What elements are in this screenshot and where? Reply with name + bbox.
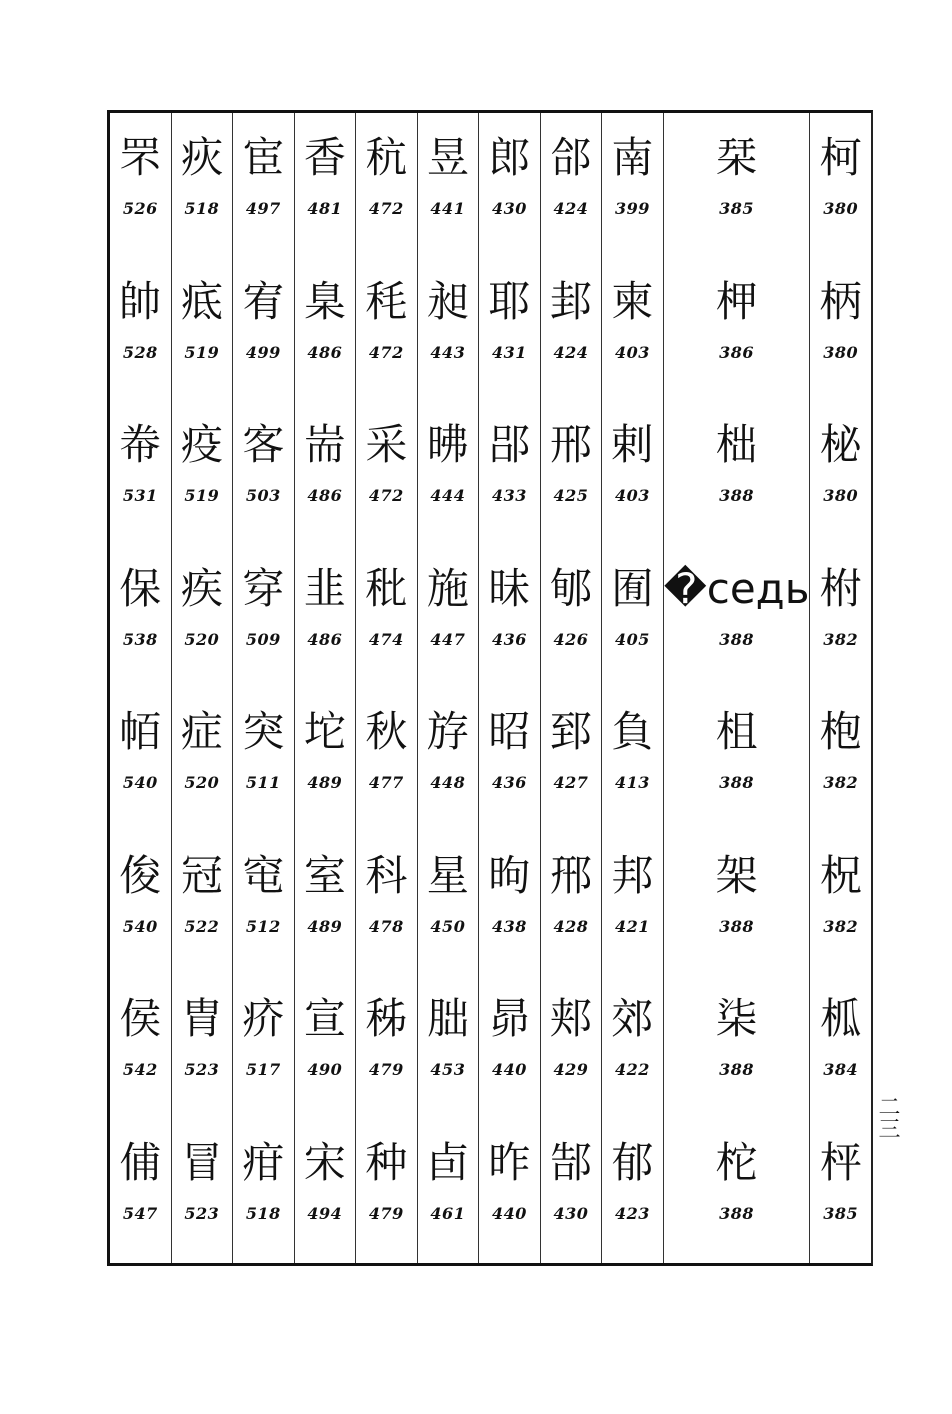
entry-character: 香	[303, 133, 346, 182]
index-entry	[664, 831, 810, 975]
index-entry	[810, 544, 871, 688]
entry-character: 罘	[119, 133, 162, 182]
entry-page-number: 380	[823, 199, 859, 218]
index-entry	[356, 544, 417, 688]
entry-page-number: 429	[553, 1060, 589, 1079]
index-entry	[295, 1118, 356, 1262]
entry-character: 症	[180, 707, 223, 756]
entry-page-number: 388	[719, 916, 755, 936]
entry-page-number: 382	[823, 629, 859, 649]
entry-page-number: 538	[122, 629, 158, 649]
entry-character: 突	[242, 707, 285, 756]
entry-page-number: 540	[122, 773, 158, 792]
index-entry	[541, 400, 602, 544]
entry-page-number: 438	[491, 916, 527, 936]
index-entry	[110, 831, 171, 975]
index-entry	[110, 544, 171, 688]
entry-page-number: 528	[122, 342, 158, 362]
index-entry	[233, 1118, 294, 1262]
entry-page-number: 499	[245, 342, 281, 362]
index-entry	[418, 257, 479, 401]
index-entry	[664, 257, 810, 401]
entry-character: 枰	[819, 1137, 862, 1187]
entry-page-number: 388	[719, 486, 755, 505]
index-column	[232, 113, 294, 1263]
entry-page-number: 388	[719, 629, 755, 649]
entry-character: 疫	[180, 420, 223, 469]
entry-page-number: 490	[307, 1060, 343, 1079]
index-entry	[295, 544, 356, 688]
index-entry	[479, 974, 540, 1118]
index-entry	[295, 257, 356, 401]
entry-character: 采	[365, 420, 408, 469]
index-entry	[172, 544, 233, 688]
index-entry	[602, 113, 663, 257]
index-entry	[233, 113, 294, 257]
entry-character: 昲	[426, 420, 469, 469]
entry-character: 昴	[488, 994, 531, 1043]
entry-page-number: 486	[307, 629, 343, 649]
entry-character: 郉	[549, 850, 592, 900]
index-entry	[172, 974, 233, 1118]
index-entry	[418, 687, 479, 831]
index-entry	[541, 544, 602, 688]
entry-page-number: 540	[122, 916, 158, 936]
index-entry	[664, 974, 810, 1118]
index-entry	[810, 257, 871, 401]
entry-page-number: 547	[122, 1203, 158, 1223]
page-number: 二三	[875, 1095, 900, 1139]
index-entry	[110, 974, 171, 1118]
entry-page-number: 511	[245, 773, 281, 792]
entry-page-number: 425	[553, 486, 589, 505]
entry-page-number: 486	[307, 342, 343, 362]
entry-page-number: 385	[719, 199, 755, 218]
entry-character: 柷	[819, 850, 862, 900]
index-column	[540, 113, 602, 1263]
entry-character: 俌	[119, 1137, 162, 1187]
index-column	[171, 113, 233, 1263]
entry-character: 柬	[611, 276, 654, 326]
index-entry	[479, 687, 540, 831]
entry-page-number: 403	[614, 342, 650, 362]
entry-character: 疳	[242, 1137, 285, 1187]
entry-character: 施	[426, 563, 469, 613]
entry-character: 昧	[488, 563, 531, 613]
index-entry	[172, 257, 233, 401]
entry-page-number: 384	[823, 1060, 859, 1079]
index-entry	[602, 687, 663, 831]
entry-page-number: 512	[245, 916, 281, 936]
entry-page-number: 520	[184, 773, 220, 792]
entry-page-number: 440	[491, 1203, 527, 1223]
entry-page-number: 386	[719, 342, 755, 362]
entry-page-number: 477	[368, 773, 404, 792]
entry-character: 疥	[242, 994, 285, 1043]
entry-page-number: 486	[307, 486, 343, 505]
index-entry	[356, 974, 417, 1118]
index-entry	[233, 687, 294, 831]
entry-character: 冒	[180, 1137, 223, 1187]
entry-page-number: 380	[823, 342, 859, 362]
index-column	[601, 113, 663, 1263]
entry-page-number: 479	[368, 1203, 404, 1223]
entry-page-number: 421	[614, 916, 650, 936]
index-entry	[541, 974, 602, 1118]
index-entry	[233, 400, 294, 544]
index-entry	[602, 257, 663, 401]
entry-character: 斿	[426, 707, 469, 756]
entry-character: 柒	[715, 994, 758, 1043]
entry-character: 昨	[488, 1137, 531, 1187]
entry-page-number: 388	[719, 1203, 755, 1223]
index-column	[355, 113, 417, 1263]
entry-page-number: 428	[553, 916, 589, 936]
index-entry	[233, 974, 294, 1118]
index-entry	[172, 1118, 233, 1262]
entry-character: 侯	[119, 994, 162, 1043]
index-column	[478, 113, 540, 1263]
entry-page-number: 388	[719, 1060, 755, 1079]
entry-character: 秏	[365, 276, 408, 326]
entry-page-number: 518	[184, 199, 220, 218]
entry-page-number: 426	[553, 629, 589, 649]
index-entry	[664, 400, 810, 544]
entry-page-number: 436	[491, 773, 527, 792]
entry-page-number: 497	[245, 199, 281, 218]
entry-character: 坨	[303, 707, 346, 756]
entry-page-number: 520	[184, 629, 220, 649]
entry-character: 室	[303, 850, 346, 900]
entry-page-number: 542	[122, 1060, 158, 1079]
entry-page-number: 479	[368, 1060, 404, 1079]
index-entry	[541, 687, 602, 831]
index-entry	[356, 687, 417, 831]
entry-page-number: 472	[368, 486, 404, 505]
entry-character: 种	[365, 1137, 408, 1187]
entry-character: 剌	[611, 420, 654, 469]
entry-character: 秕	[365, 563, 408, 613]
entry-character: 邢	[549, 420, 592, 469]
entry-page-number: 481	[307, 199, 343, 218]
entry-character: 胄	[180, 994, 223, 1043]
index-entry	[418, 1118, 479, 1262]
entry-character: 宥	[242, 276, 285, 326]
entry-character: 邦	[611, 850, 654, 900]
entry-page-number: 489	[307, 916, 343, 936]
entry-page-number: 523	[184, 1203, 220, 1223]
index-entry	[356, 257, 417, 401]
entry-page-number: 489	[307, 773, 343, 792]
index-column	[294, 113, 356, 1263]
entry-page-number: 382	[823, 916, 859, 936]
index-entry	[295, 974, 356, 1118]
entry-character: 南	[611, 133, 654, 182]
index-column	[663, 113, 810, 1263]
entry-page-number: 450	[430, 916, 466, 936]
entry-page-number: 436	[491, 629, 527, 649]
entry-character: 柲	[819, 420, 862, 469]
entry-page-number: 424	[553, 199, 589, 218]
entry-character: 郇	[549, 563, 592, 613]
index-entry	[172, 113, 233, 257]
entry-page-number: 523	[184, 1060, 220, 1079]
entry-character: 柤	[715, 707, 758, 756]
entry-page-number: 413	[614, 773, 650, 792]
entry-character: 宦	[242, 133, 285, 182]
entry-character: 郜	[549, 1137, 592, 1187]
entry-page-number: 509	[245, 629, 281, 649]
index-entry	[479, 400, 540, 544]
entry-character: 臬	[303, 276, 346, 326]
index-entry	[810, 687, 871, 831]
entry-character: 耑	[303, 420, 346, 469]
index-entry	[479, 544, 540, 688]
entry-character: 疢	[180, 133, 223, 182]
entry-page-number: 430	[553, 1203, 589, 1223]
entry-character: 帣	[119, 420, 162, 469]
entry-character: 保	[119, 563, 162, 613]
entry-character: 邽	[549, 276, 592, 326]
entry-character: 郘	[488, 420, 531, 469]
index-entry	[110, 113, 171, 257]
index-entry	[479, 831, 540, 975]
character-index-table	[107, 110, 873, 1266]
index-entry	[233, 544, 294, 688]
index-entry	[541, 257, 602, 401]
index-entry	[172, 400, 233, 544]
entry-character: 柮	[715, 420, 758, 469]
index-entry	[110, 1118, 171, 1262]
entry-page-number: 472	[368, 199, 404, 218]
entry-character: 窀	[242, 850, 285, 900]
entry-character: 昭	[488, 707, 531, 756]
index-entry	[418, 831, 479, 975]
index-entry	[233, 257, 294, 401]
entry-page-number: 382	[823, 773, 859, 792]
index-entry	[479, 1118, 540, 1262]
entry-character: 朏	[426, 994, 469, 1043]
entry-page-number: 519	[184, 486, 220, 505]
index-entry	[418, 113, 479, 257]
entry-character: 穿	[242, 563, 285, 613]
index-entry	[295, 400, 356, 544]
index-entry	[664, 113, 810, 257]
entry-character: 宋	[303, 1137, 346, 1187]
index-column	[110, 113, 171, 1263]
entry-character: 星	[426, 850, 469, 900]
entry-character: 科	[365, 850, 408, 900]
index-entry	[602, 1118, 663, 1262]
index-column	[417, 113, 479, 1263]
entry-character: 栞	[715, 133, 758, 182]
entry-character: 柧	[819, 994, 862, 1043]
entry-page-number: 440	[491, 1060, 527, 1079]
index-entry	[602, 544, 663, 688]
entry-page-number: 380	[823, 486, 859, 505]
entry-character: 郏	[549, 994, 592, 1043]
index-entry	[356, 1118, 417, 1262]
entry-character: 郎	[488, 133, 531, 182]
entry-page-number: 385	[823, 1203, 859, 1223]
index-entry	[172, 831, 233, 975]
entry-character: 枹	[819, 707, 862, 756]
entry-character: 宣	[303, 994, 346, 1043]
index-entry	[233, 831, 294, 975]
index-entry	[110, 687, 171, 831]
index-entry	[356, 400, 417, 544]
index-entry	[295, 687, 356, 831]
entry-character: �седь	[663, 563, 810, 613]
entry-character: 秋	[365, 707, 408, 756]
entry-character: 柎	[819, 563, 862, 613]
entry-character: 郊	[611, 994, 654, 1043]
entry-character: 柁	[715, 1137, 758, 1187]
entry-character: 秔	[365, 133, 408, 182]
entry-page-number: 424	[553, 342, 589, 362]
entry-page-number: 403	[614, 486, 650, 505]
entry-page-number: 453	[430, 1060, 466, 1079]
entry-page-number: 423	[614, 1203, 650, 1223]
index-entry	[602, 831, 663, 975]
entry-page-number: 517	[245, 1060, 281, 1079]
index-entry	[602, 400, 663, 544]
entry-page-number: 503	[245, 486, 281, 505]
entry-page-number: 448	[430, 773, 466, 792]
entry-character: 疾	[180, 563, 223, 613]
entry-character: 帞	[119, 707, 162, 756]
entry-character: 客	[242, 420, 285, 469]
entry-character: 郁	[611, 1137, 654, 1187]
index-entry	[295, 113, 356, 257]
entry-character: 架	[715, 850, 758, 900]
entry-page-number: 461	[430, 1203, 466, 1223]
index-entry	[172, 687, 233, 831]
entry-page-number: 427	[553, 773, 589, 792]
index-entry	[664, 544, 810, 688]
index-entry	[541, 113, 602, 257]
entry-page-number: 433	[491, 486, 527, 505]
entry-page-number: 441	[430, 199, 466, 218]
entry-page-number: 474	[368, 629, 404, 649]
entry-character: 俊	[119, 850, 162, 900]
index-entry	[541, 1118, 602, 1262]
index-entry	[356, 831, 417, 975]
index-column	[809, 113, 871, 1263]
entry-page-number: 443	[430, 342, 466, 362]
entry-page-number: 399	[614, 199, 650, 218]
entry-character: 囿	[611, 563, 654, 613]
index-entry	[810, 831, 871, 975]
entry-character: 郅	[549, 707, 592, 756]
entry-character: 昱	[426, 133, 469, 182]
entry-page-number: 430	[491, 199, 527, 218]
index-entry	[418, 400, 479, 544]
entry-page-number: 478	[368, 916, 404, 936]
entry-page-number: 518	[245, 1203, 281, 1223]
entry-page-number: 388	[719, 773, 755, 792]
entry-page-number: 447	[430, 629, 466, 649]
entry-character: 韭	[303, 563, 346, 613]
entry-page-number: 519	[184, 342, 220, 362]
index-entry	[479, 257, 540, 401]
entry-character: 昶	[426, 276, 469, 326]
entry-page-number: 444	[430, 486, 466, 505]
entry-character: 耶	[488, 276, 531, 326]
entry-character: 帥	[119, 276, 162, 326]
index-entry	[418, 974, 479, 1118]
entry-page-number: 526	[122, 199, 158, 218]
entry-page-number: 522	[184, 916, 220, 936]
entry-character: 秭	[365, 994, 408, 1043]
entry-character: 卣	[426, 1137, 469, 1187]
entry-character: 郃	[549, 133, 592, 182]
index-entry	[418, 544, 479, 688]
index-entry	[810, 113, 871, 257]
index-entry	[664, 1118, 810, 1262]
entry-page-number: 531	[122, 486, 158, 505]
entry-character: 疷	[180, 276, 223, 326]
entry-character: 柄	[819, 276, 862, 326]
entry-page-number: 422	[614, 1060, 650, 1079]
index-entry	[295, 831, 356, 975]
entry-page-number: 431	[491, 342, 527, 362]
entry-character: 柙	[715, 276, 758, 326]
entry-character: 昫	[488, 850, 531, 900]
entry-character: 冠	[180, 850, 223, 900]
entry-page-number: 405	[614, 629, 650, 649]
index-entry	[110, 257, 171, 401]
index-entry	[602, 974, 663, 1118]
entry-character: 柯	[819, 133, 862, 182]
index-entry	[479, 113, 540, 257]
index-entry	[541, 831, 602, 975]
index-entry	[664, 687, 810, 831]
entry-page-number: 472	[368, 342, 404, 362]
index-entry	[356, 113, 417, 257]
entry-page-number: 494	[307, 1203, 343, 1223]
index-entry	[810, 400, 871, 544]
index-entry	[110, 400, 171, 544]
entry-character: 負	[611, 707, 654, 756]
index-entry	[810, 1118, 871, 1262]
index-entry	[810, 974, 871, 1118]
